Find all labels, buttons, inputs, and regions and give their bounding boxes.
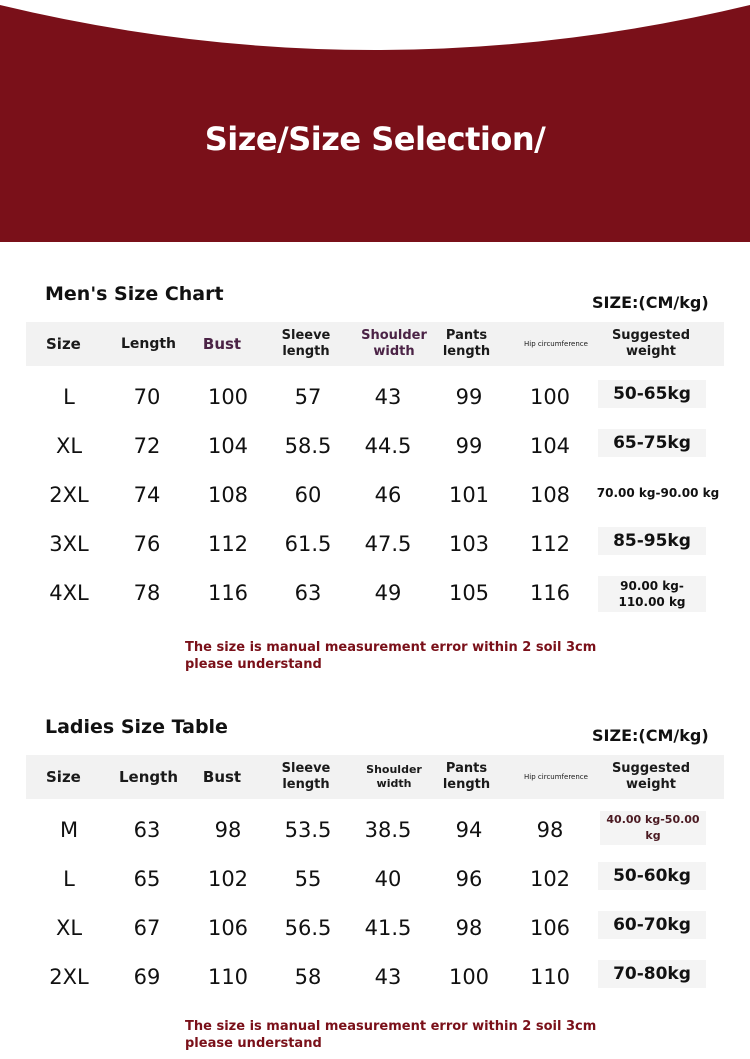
table-row bbox=[0, 470, 750, 519]
cell-size: 3XL bbox=[49, 531, 89, 556]
cell-size: XL bbox=[55, 915, 83, 940]
header-shoulder-width: Shoulder width bbox=[366, 763, 422, 790]
cell-sleeve: 53.5 bbox=[284, 817, 332, 842]
cell-bust: 108 bbox=[207, 482, 249, 507]
header-bust: Bust bbox=[202, 335, 242, 353]
table-row bbox=[0, 903, 750, 952]
header-size: Size bbox=[46, 768, 81, 786]
men-chart-title: Men's Size Chart bbox=[45, 283, 224, 305]
cell-shoulder: 43 bbox=[374, 964, 402, 989]
cell-hip: 100 bbox=[529, 384, 571, 409]
ladies-measurement-note: The size is manual measurement error within 2 soil 3cm please understand bbox=[185, 1019, 597, 1051]
cell-pants: 100 bbox=[448, 964, 490, 989]
cell-length: 65 bbox=[133, 866, 161, 891]
cell-hip: 116 bbox=[529, 580, 571, 605]
cell-size: L bbox=[63, 866, 75, 891]
cell-size: L bbox=[63, 384, 75, 409]
header-pants-length: Pants length bbox=[442, 761, 491, 792]
cell-length: 67 bbox=[133, 915, 161, 940]
cell-weight: 90.00 kg-110.00 kg bbox=[598, 576, 706, 612]
header-hip-circumference: Hip circumference bbox=[524, 773, 588, 781]
cell-bust: 98 bbox=[214, 817, 242, 842]
cell-sleeve: 61.5 bbox=[284, 531, 332, 556]
table-row bbox=[0, 372, 750, 421]
header-length: Length bbox=[119, 768, 178, 786]
header-size: Size bbox=[46, 335, 81, 353]
cell-length: 69 bbox=[133, 964, 161, 989]
cell-sleeve: 55 bbox=[294, 866, 322, 891]
cell-size: 2XL bbox=[49, 482, 89, 507]
cell-shoulder: 46 bbox=[374, 482, 402, 507]
cell-hip: 108 bbox=[529, 482, 571, 507]
cell-sleeve: 58 bbox=[294, 964, 322, 989]
cell-weight: 85-95kg bbox=[598, 527, 706, 555]
ladies-unit-label: SIZE:(CM/kg) bbox=[592, 726, 709, 745]
header-hip-circumference: Hip circumference bbox=[524, 340, 588, 348]
header-sleeve-length: Sleeve length bbox=[281, 328, 331, 359]
cell-length: 76 bbox=[133, 531, 161, 556]
banner-arc bbox=[0, 0, 750, 60]
cell-bust: 104 bbox=[207, 433, 249, 458]
banner-title: Size/Size Selection/ bbox=[204, 120, 546, 158]
cell-bust: 110 bbox=[207, 964, 249, 989]
cell-pants: 105 bbox=[448, 580, 490, 605]
cell-shoulder: 47.5 bbox=[364, 531, 412, 556]
cell-bust: 102 bbox=[207, 866, 249, 891]
cell-length: 78 bbox=[133, 580, 161, 605]
cell-sleeve: 60 bbox=[294, 482, 322, 507]
ladies-header-row bbox=[26, 755, 724, 799]
cell-hip: 104 bbox=[529, 433, 571, 458]
cell-length: 70 bbox=[133, 384, 161, 409]
cell-shoulder: 38.5 bbox=[364, 817, 412, 842]
cell-bust: 100 bbox=[207, 384, 249, 409]
cell-length: 63 bbox=[133, 817, 161, 842]
cell-size: 2XL bbox=[49, 964, 89, 989]
cell-sleeve: 56.5 bbox=[284, 915, 332, 940]
table-row bbox=[0, 519, 750, 568]
cell-sleeve: 63 bbox=[294, 580, 322, 605]
header-shoulder-width: Shoulder width bbox=[361, 328, 427, 359]
cell-shoulder: 41.5 bbox=[364, 915, 412, 940]
cell-length: 74 bbox=[133, 482, 161, 507]
cell-size: 4XL bbox=[49, 580, 89, 605]
cell-pants: 98 bbox=[455, 915, 483, 940]
header-length: Length bbox=[120, 336, 177, 352]
cell-bust: 106 bbox=[207, 915, 249, 940]
cell-sleeve: 57 bbox=[294, 384, 322, 409]
table-row bbox=[0, 952, 750, 1001]
banner bbox=[0, 0, 750, 242]
header-pants-length: Pants length bbox=[442, 328, 491, 359]
men-measurement-note: The size is manual measurement error within 2 soil 3cm please understand bbox=[185, 640, 597, 672]
cell-hip: 102 bbox=[529, 866, 571, 891]
cell-hip: 106 bbox=[529, 915, 571, 940]
cell-weight: 70-80kg bbox=[598, 960, 706, 988]
cell-weight: 65-75kg bbox=[598, 429, 706, 457]
cell-weight: 60-70kg bbox=[598, 911, 706, 939]
cell-sleeve: 58.5 bbox=[284, 433, 332, 458]
cell-shoulder: 40 bbox=[374, 866, 402, 891]
table-row bbox=[0, 805, 750, 854]
table-row bbox=[0, 568, 750, 617]
cell-bust: 116 bbox=[207, 580, 249, 605]
table-row bbox=[0, 854, 750, 903]
men-header-row bbox=[26, 322, 724, 366]
cell-shoulder: 43 bbox=[374, 384, 402, 409]
ladies-table-title: Ladies Size Table bbox=[45, 716, 228, 738]
cell-length: 72 bbox=[133, 433, 161, 458]
cell-pants: 96 bbox=[455, 866, 483, 891]
header-suggested-weight: Suggested weight bbox=[611, 328, 691, 359]
cell-shoulder: 49 bbox=[374, 580, 402, 605]
cell-hip: 98 bbox=[536, 817, 564, 842]
cell-weight: 70.00 kg-90.00 kg bbox=[596, 486, 720, 500]
cell-weight: 50-60kg bbox=[598, 862, 706, 890]
cell-hip: 112 bbox=[529, 531, 571, 556]
cell-weight: 50-65kg bbox=[598, 380, 706, 408]
cell-size: XL bbox=[55, 433, 83, 458]
cell-pants: 99 bbox=[455, 433, 483, 458]
header-bust: Bust bbox=[202, 768, 242, 786]
cell-pants: 94 bbox=[455, 817, 483, 842]
header-sleeve-length: Sleeve length bbox=[281, 761, 331, 792]
men-unit-label: SIZE:(CM/kg) bbox=[592, 293, 709, 312]
cell-shoulder: 44.5 bbox=[364, 433, 412, 458]
cell-size: M bbox=[59, 817, 79, 842]
cell-pants: 101 bbox=[448, 482, 490, 507]
cell-weight: 40.00 kg-50.00 kg bbox=[600, 811, 706, 845]
cell-hip: 110 bbox=[529, 964, 571, 989]
cell-pants: 99 bbox=[455, 384, 483, 409]
cell-bust: 112 bbox=[207, 531, 249, 556]
header-suggested-weight: Suggested weight bbox=[611, 761, 691, 792]
cell-pants: 103 bbox=[448, 531, 490, 556]
table-row bbox=[0, 421, 750, 470]
